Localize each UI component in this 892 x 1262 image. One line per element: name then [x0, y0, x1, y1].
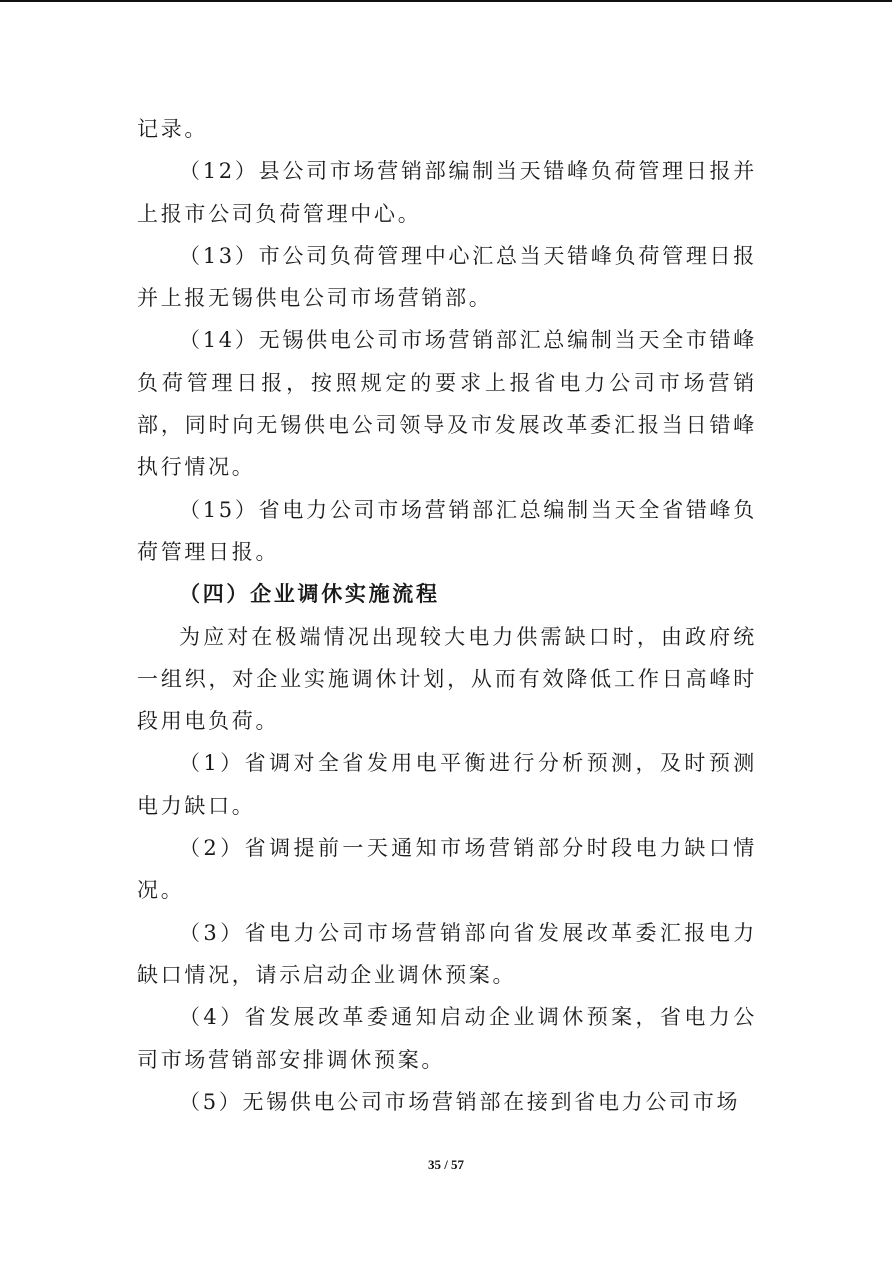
paragraph: （14）无锡供电公司市场营销部汇总编制当天全市错峰负荷管理日报，按照规定的要求上报省电力公司市场营销部，同时向无锡供电公司领导及市发展改革委汇报当日错峰执行情况。 [137, 328, 757, 480]
paragraph: （12）县公司市场营销部编制当天错峰负荷管理日报并上报市公司负荷管理中心。 [137, 159, 757, 226]
section-heading: （四）企业调休实施流程 [179, 581, 440, 607]
paragraph: （4）省发展改革委通知启动企业调休预案，省电力公司市场营销部安排调休预案。 [137, 1005, 757, 1072]
paragraph: （3）省电力公司市场营销部向省发展改革委汇报电力缺口情况，请示启动企业调休预案。 [137, 920, 757, 987]
paragraph: （1）省调对全省发用电平衡进行分析预测，及时预测电力缺口。 [137, 751, 757, 818]
top-border-line [0, 0, 892, 2]
paragraph: （2）省调提前一天通知市场营销部分时段电力缺口情况。 [137, 836, 757, 903]
body-text [137, 108, 757, 1123]
page-number: 35 / 57 [427, 1157, 465, 1172]
paragraph: （5）无锡供电公司市场营销部在接到省电力公司市场 [179, 1089, 741, 1114]
paragraph: 为应对在极端情况出现较大电力供需缺口时，由政府统一组织，对企业实施调休计划，从而有效降低工作日高峰时段用电负荷。 [137, 624, 757, 734]
paragraph: 记录。 [137, 117, 209, 141]
paragraph: （15）省电力公司市场营销部汇总编制当天全省错峰负荷管理日报。 [137, 497, 757, 564]
paragraph: （13）市公司负荷管理中心汇总当天错峰负荷管理日报并上报无锡供电公司市场营销部。 [137, 243, 757, 311]
